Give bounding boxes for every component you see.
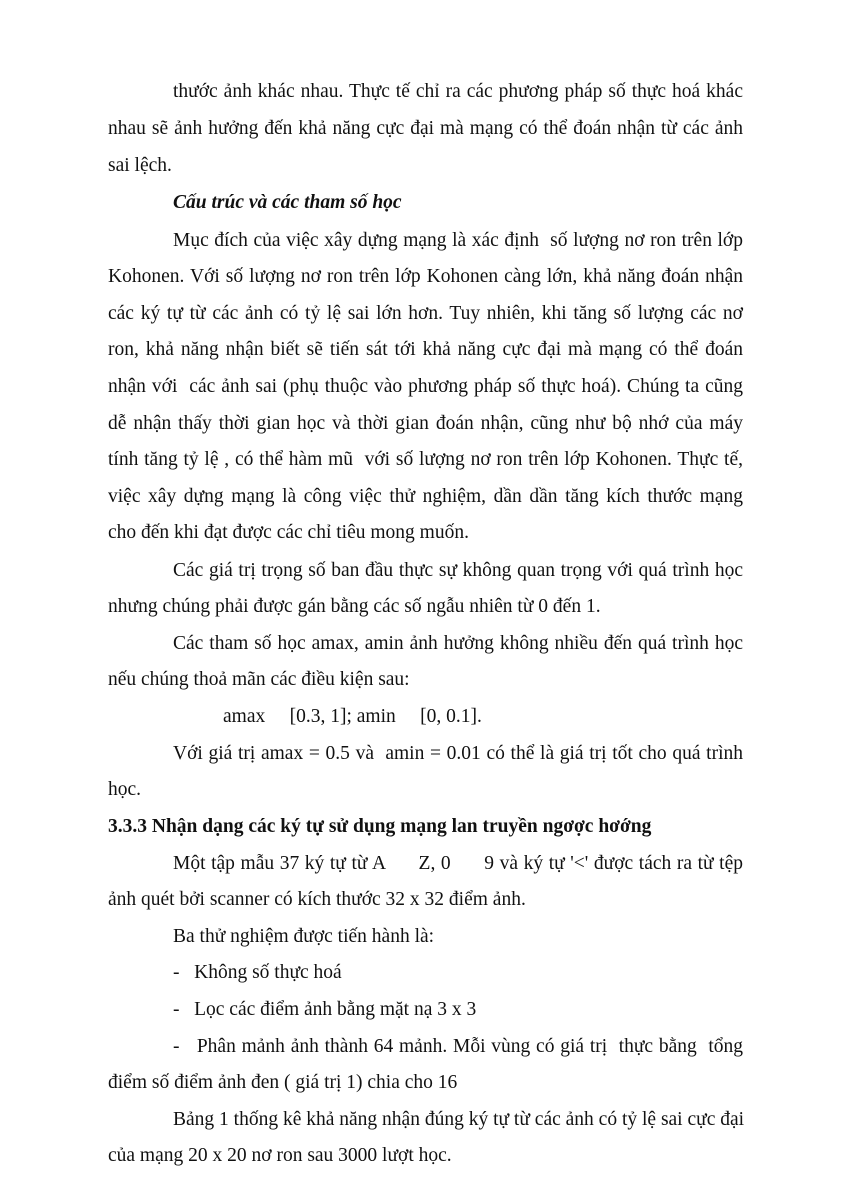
paragraph-line: của mạng 20 x 20 nơ ron sau 3000 lượt học. [108,1145,452,1166]
paragraph-line: sai lệch. [108,155,172,176]
paragraph-line: các ký tự từ các ảnh có tỷ lệ sai lớn hơn. Tuy nhiên, khi tăng số lượng các nơ [108,303,743,324]
paragraph-line: cho đến khi đạt được các chỉ tiêu mong muốn. [108,522,469,543]
paragraph-line: Một tập mẫu 37 ký tự từ A Z, 0 9 và ký tự '<' được tách ra từ tệp [173,853,743,874]
paragraph-line: thước ảnh khác nhau. Thực tế chỉ ra các phương pháp số thực hoá khác [173,81,743,102]
list-item: - Không số thực hoá [173,962,342,983]
paragraph-line: nhau sẽ ảnh hưởng đến khả năng cực đại mà mạng có thể đoán nhận từ các ảnh [108,118,743,139]
condition-line: amax [0.3, 1]; amin [0, 0.1]. [223,706,482,727]
paragraph-line: nhưng chúng phải được gán bằng các số ngẫu nhiên từ 0 đến 1. [108,596,601,617]
paragraph-line: dễ nhận thấy thời gian học và thời gian đoán nhận, cũng như bộ nhớ của máy [108,413,743,434]
paragraph-line: ảnh quét bởi scanner có kích thước 32 x 32 điểm ảnh. [108,889,526,910]
section-heading: 3.3.3 Nhận dạng các ký tự sử dụng mạng lan truyền ngơợc hơớng [108,816,652,837]
paragraph-line: điểm số điểm ảnh đen ( giá trị 1) chia cho 16 [108,1072,458,1093]
paragraph-line: Các tham số học amax, amin ảnh hưởng không nhiều đến quá trình học [173,633,743,654]
paragraph-line: Các giá trị trọng số ban đầu thực sự không quan trọng với quá trình học [173,560,743,581]
paragraph-line: Ba thử nghiệm được tiến hành là: [173,926,435,947]
paragraph-line: Bảng 1 thống kê khả năng nhận đúng ký tự từ các ảnh có tỷ lệ sai cực đại [173,1109,745,1130]
paragraph-line: Với giá trị amax = 0.5 và amin = 0.01 có thể là giá trị tốt cho quá trình [173,743,743,764]
list-item: - Phân mảnh ảnh thành 64 mảnh. Mỗi vùng có giá trị thực bằng tổng [173,1036,743,1057]
paragraph-line: ron, khả năng nhận biết sẽ tiến sát tới khả năng cực đại mà mạng có thể đoán [108,339,743,360]
paragraph-line: Kohonen. Với số lượng nơ ron trên lớp Kohonen càng lớn, khả năng đoán nhận [108,266,743,287]
section-heading: Cấu trúc và các tham số học [173,192,402,213]
paragraph-line: nếu chúng thoả mãn các điều kiện sau: [108,669,410,690]
paragraph-line: tính tăng tỷ lệ , có thể hàm mũ với số lượng nơ ron trên lớp Kohonen. Thực tế, [108,449,743,470]
paragraph-line: Mục đích của việc xây dựng mạng là xác định số lượng nơ ron trên lớp [173,230,743,251]
paragraph-line: việc xây dựng mạng là công việc thử nghiệm, dần dần tăng kích thước mạng [108,486,743,507]
list-item: - Lọc các điểm ảnh bằng mặt nạ 3 x 3 [173,999,477,1020]
paragraph-line: nhận với các ảnh sai (phụ thuộc vào phương pháp số thực hoá). Chúng ta cũng [108,376,743,397]
paragraph-line: học. [108,779,142,800]
